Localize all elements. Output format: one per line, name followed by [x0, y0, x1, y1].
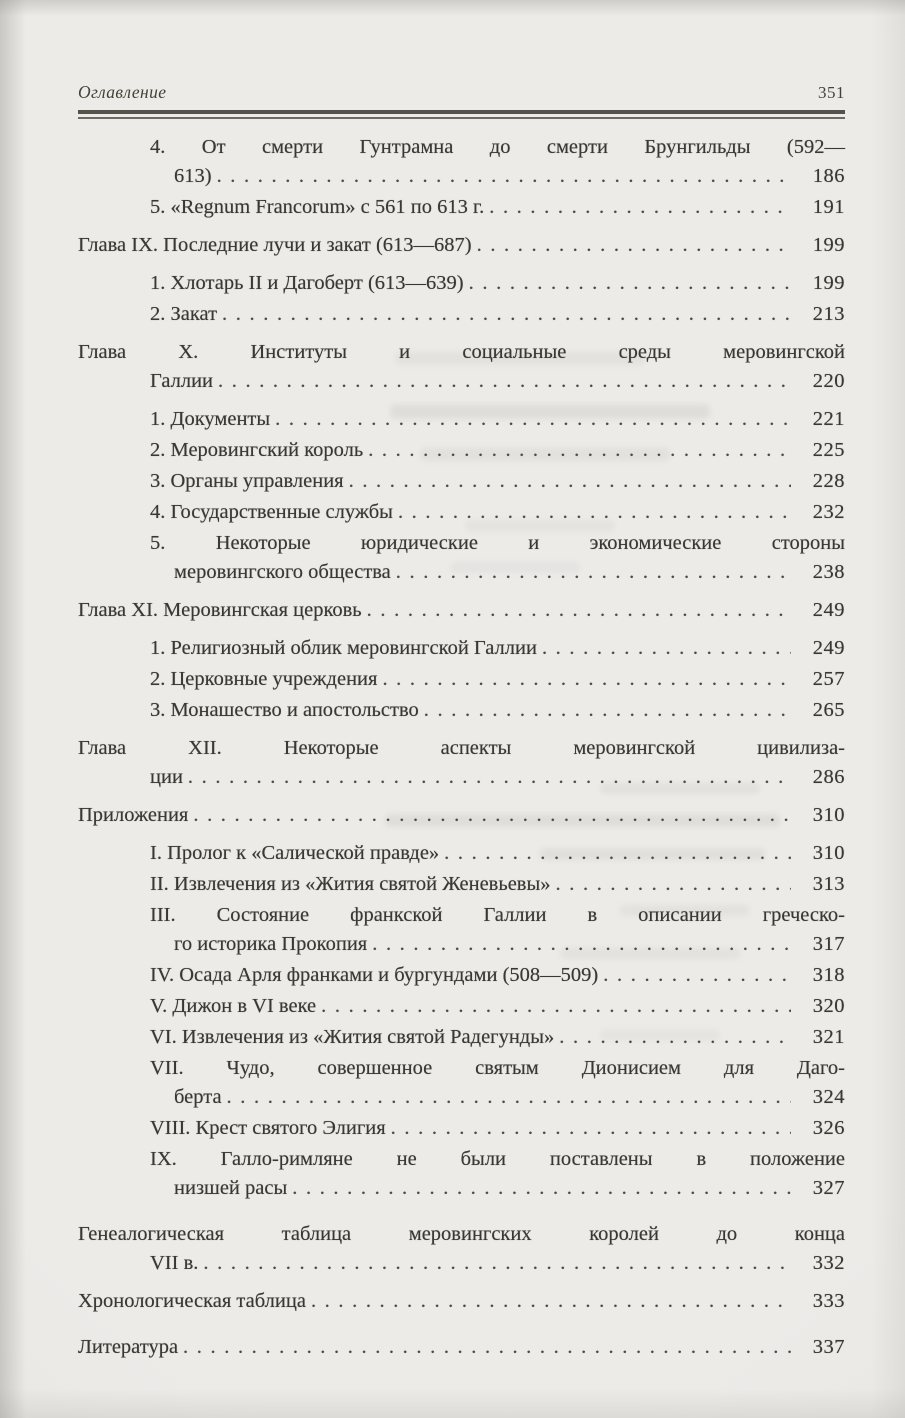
entry-page-number: 337	[812, 1336, 845, 1358]
entry-line	[78, 405, 845, 434]
running-title: Оглавление	[78, 82, 167, 102]
entry-line	[78, 665, 845, 694]
running-head	[78, 82, 845, 103]
entry-text: Галлии	[150, 370, 214, 392]
toc-entry	[78, 1220, 845, 1278]
entry-text: берта	[174, 1086, 222, 1108]
entry-text: 2. Закат	[150, 303, 218, 325]
entry-text: 613)	[174, 165, 212, 187]
entry-line: 4. От смерти Гунтрамна до смерти Брунгильды (592—	[150, 136, 845, 158]
entry-text: Литература	[78, 1336, 179, 1358]
page-number: 351	[818, 83, 845, 102]
entry-line	[78, 1249, 845, 1278]
entry-line	[78, 870, 845, 899]
entry-text: V. Дижон в VI веке	[150, 995, 317, 1017]
dot-leader	[489, 193, 791, 222]
entry-text: IV. Осада Арля франками и бургундами (508—509)	[150, 964, 599, 986]
dot-leader	[227, 1083, 791, 1112]
entry-text: го историка Прокопия	[174, 933, 368, 955]
dot-leader	[559, 1023, 791, 1052]
entry-text: 1. Документы	[150, 408, 271, 430]
dot-leader	[382, 665, 791, 694]
entry-line	[78, 634, 845, 663]
entry-line	[78, 930, 845, 959]
dot-leader	[398, 498, 791, 527]
entry-page-number: 249	[812, 599, 845, 621]
entry-text: 1. Религиозный облик меровингской Галлии	[150, 637, 537, 659]
entry-page-number: 318	[812, 964, 845, 986]
entry-text: II. Извлечения из «Жития святой Женевьевы»	[150, 873, 551, 895]
toc-entry	[78, 269, 845, 298]
entry-text: I. Пролог к «Салической правде»	[150, 842, 440, 864]
dot-leader	[367, 596, 791, 625]
entry-line	[78, 269, 845, 298]
toc-entry	[78, 634, 845, 663]
dot-leader	[311, 1287, 791, 1316]
entry-line: Генеалогическая таблица меровингских королей до конца	[78, 1223, 845, 1245]
entry-line	[78, 498, 845, 527]
entry-page-number: 286	[812, 766, 845, 788]
entry-page-number: 326	[812, 1117, 845, 1139]
entry-text: 2. Церковные учреждения	[150, 668, 378, 690]
entry-line	[78, 467, 845, 496]
entry-line	[78, 193, 845, 222]
toc-entry	[78, 839, 845, 868]
dot-leader	[469, 269, 791, 298]
toc-entry	[78, 801, 845, 830]
entry-text: VIII. Крест святого Элигия	[150, 1117, 386, 1139]
toc-entry	[78, 870, 845, 899]
toc-entry	[78, 436, 845, 465]
toc-entry	[78, 1114, 845, 1143]
entry-page-number: 238	[812, 561, 845, 583]
entry-page-number: 313	[812, 873, 845, 895]
entry-text: VI. Извлечения из «Жития святой Радегунды»	[150, 1026, 555, 1048]
entry-text: Глава XI. Меровингская церковь	[78, 599, 362, 621]
entry-line	[78, 1333, 845, 1362]
toc-entry	[78, 231, 845, 260]
entry-line	[78, 231, 845, 260]
toc-entry	[78, 696, 845, 725]
entry-page-number: 320	[812, 995, 845, 1017]
dot-leader	[183, 1333, 791, 1362]
entry-page-number: 321	[812, 1026, 845, 1048]
entry-text: 5. «Regnum Francorum» с 561 по 613 г.	[150, 196, 485, 218]
entry-page-number: 199	[812, 272, 845, 294]
entry-line	[78, 1174, 845, 1203]
entry-line	[78, 1114, 845, 1143]
dot-leader	[556, 870, 791, 899]
entry-text: Глава IX. Последние лучи и закат (613—687)	[78, 234, 472, 256]
entry-line	[78, 696, 845, 725]
dot-leader	[275, 405, 791, 434]
dot-leader	[368, 436, 791, 465]
entry-text: Приложения	[78, 804, 189, 826]
dot-leader	[391, 1114, 791, 1143]
entry-line	[78, 596, 845, 625]
entry-text: 4. Государственные службы	[150, 501, 393, 523]
toc-entry	[78, 992, 845, 1021]
entry-page-number: 265	[812, 699, 845, 721]
toc-entry	[78, 665, 845, 694]
entry-line: 5. Некоторые юридические и экономические стороны	[150, 532, 845, 554]
dot-leader	[292, 1174, 791, 1203]
toc-entry	[78, 1287, 845, 1316]
entry-line	[78, 801, 845, 830]
entry-page-number: 324	[812, 1086, 845, 1108]
entry-page-number: 228	[812, 470, 845, 492]
entry-page-number: 186	[812, 165, 845, 187]
dot-leader	[218, 367, 791, 396]
dot-leader	[372, 930, 791, 959]
entry-text: 3. Монашество и апостольство	[150, 699, 419, 721]
entry-line	[78, 1083, 845, 1112]
dot-leader	[193, 801, 791, 830]
entry-text: 3. Органы управления	[150, 470, 344, 492]
entry-text: 1. Хлотарь II и Дагоберт (613—639)	[150, 272, 464, 294]
entry-line	[78, 367, 845, 396]
dot-leader	[188, 763, 791, 792]
toc-entry	[78, 498, 845, 527]
dot-leader	[349, 467, 791, 496]
entry-page-number: 221	[812, 408, 845, 430]
entry-page-number: 333	[812, 1290, 845, 1312]
entry-line: Глава XII. Некоторые аспекты меровингской цивилиза-	[78, 737, 845, 759]
entry-page-number: 191	[812, 196, 845, 218]
entry-page-number: 317	[812, 933, 845, 955]
entry-page-number: 249	[812, 637, 845, 659]
entry-line: III. Состояние франкской Галлии в описании греческо-	[150, 904, 845, 926]
toc-entry	[78, 961, 845, 990]
toc-entry	[78, 596, 845, 625]
entry-page-number: 332	[812, 1252, 845, 1274]
entry-line	[78, 763, 845, 792]
entry-page-number: 327	[812, 1177, 845, 1199]
dot-leader	[321, 992, 791, 1021]
dot-leader	[542, 634, 791, 663]
entry-line	[78, 300, 845, 329]
entry-text: VII в.	[150, 1252, 199, 1274]
entry-line	[78, 961, 845, 990]
entry-line: IX. Галло-римляне не были поставлены в положение	[150, 1148, 845, 1170]
entry-text: низшей расы	[174, 1177, 288, 1199]
entry-page-number: 220	[812, 370, 845, 392]
entry-text: ции	[150, 766, 183, 788]
dot-leader	[396, 558, 791, 587]
entry-line	[78, 436, 845, 465]
page-content	[78, 0, 845, 1362]
entry-page-number: 257	[812, 668, 845, 690]
toc-entry	[78, 529, 845, 587]
entry-page-number: 213	[812, 303, 845, 325]
header-rule	[78, 110, 845, 119]
dot-leader	[222, 300, 791, 329]
entry-text: меровингского общества	[174, 561, 391, 583]
entry-line: VII. Чудо, совершенное святым Дионисием для Даго-	[150, 1057, 845, 1079]
entry-text: Хронологическая таблица	[78, 1290, 306, 1312]
entry-line	[78, 1023, 845, 1052]
dot-leader	[203, 1249, 791, 1278]
dot-leader	[217, 162, 791, 191]
toc-entry	[78, 1054, 845, 1112]
toc-entry	[78, 338, 845, 396]
entry-page-number: 310	[812, 804, 845, 826]
dot-leader	[603, 961, 791, 990]
toc-entry	[78, 734, 845, 792]
entry-line: Глава X. Институты и социальные среды меровингской	[78, 341, 845, 363]
dot-leader	[444, 839, 791, 868]
toc-entry	[78, 1333, 845, 1362]
entry-page-number: 232	[812, 501, 845, 523]
table-of-contents	[78, 133, 845, 1362]
entry-line	[78, 992, 845, 1021]
toc-entry	[78, 133, 845, 191]
entry-page-number: 225	[812, 439, 845, 461]
entry-line	[78, 1287, 845, 1316]
toc-entry	[78, 405, 845, 434]
entry-line	[78, 839, 845, 868]
entry-line	[78, 162, 845, 191]
toc-entry	[78, 193, 845, 222]
entry-text: 2. Меровингский король	[150, 439, 364, 461]
toc-entry	[78, 300, 845, 329]
dot-leader	[424, 696, 791, 725]
dot-leader	[477, 231, 791, 260]
entry-page-number: 199	[812, 234, 845, 256]
toc-entry	[78, 467, 845, 496]
toc-entry	[78, 1023, 845, 1052]
toc-entry	[78, 901, 845, 959]
entry-line	[78, 558, 845, 587]
entry-page-number: 310	[812, 842, 845, 864]
toc-entry	[78, 1145, 845, 1203]
